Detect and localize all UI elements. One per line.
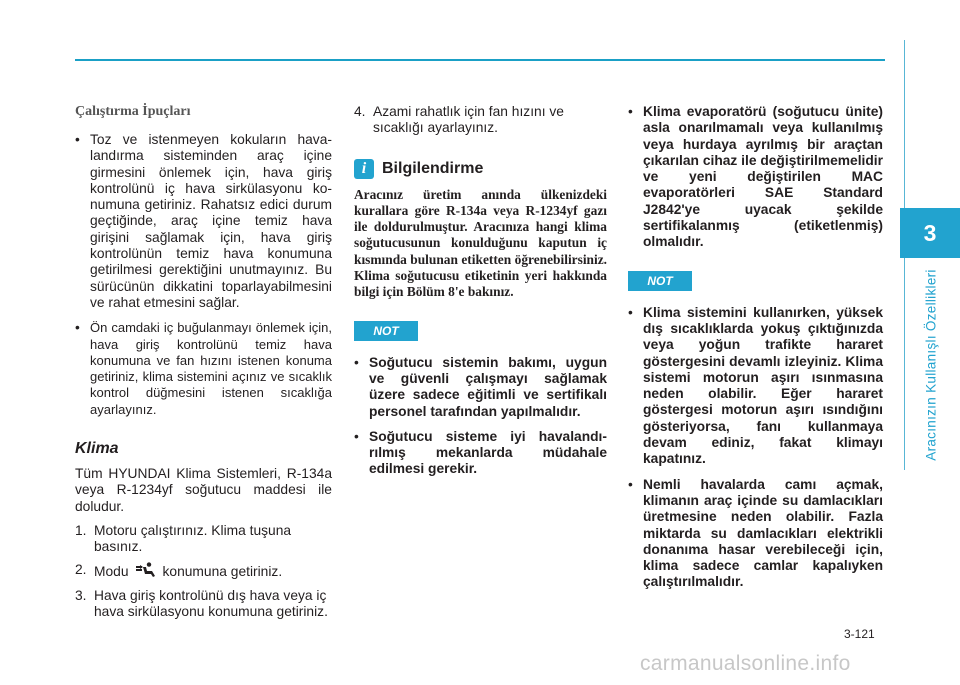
column-left xyxy=(75,104,332,626)
info-text: Aracınız üretim anında ülkenizdeki kurallara göre R-134a veya R-1234yf gazı ile doldurulmuştur. Aracınıza hangi klima soğutucusunun konulduğunu kaputun iç kısmında bulunan etiketten öğrenebilirsiniz. Klima soğutucusu etiketinin yeri hakkında bilgi için Bölüm 8'e bakınız. xyxy=(354,186,607,300)
watermark: carmanualsonline.info xyxy=(640,652,851,675)
column-middle xyxy=(354,104,607,487)
step-number: 1. xyxy=(75,522,87,538)
page-number: 3-121 xyxy=(844,627,875,641)
list-item xyxy=(75,562,332,582)
note-text: Klima sistemini kullanırken, yüksek dış sıcaklıklarda yokuş çıktığınızda veya yoğun trafikte hararet göstergesini devamlı izleyiniz. Klima sistemi motorun aşırı ısınmasına neden olabilir. Eğer hararet göstergesi motorun aşırı ısındığını gösteriyorsa, fanı kullanmaya devam ediniz, fakat klimayı kapatınız. xyxy=(643,304,883,467)
step-text: Motoru çalıştırınız. Klima tuşuna basınız. xyxy=(94,522,292,555)
bullet-marker: • xyxy=(354,354,359,370)
list-item xyxy=(75,132,332,311)
step-text: Hava giriş kontrolünü dış hava veya iç hava sirkülasyonu konumuna getiriniz. xyxy=(94,587,328,620)
step-text: Azami rahatlık için fan hızını ve sıcaklığı ayarlayınız. xyxy=(373,104,564,136)
list-item xyxy=(75,588,332,621)
info-icon: i xyxy=(354,159,374,179)
klima-heading: Klima xyxy=(75,440,119,458)
step-text-pre: Modu xyxy=(94,563,129,579)
list-item xyxy=(354,104,607,137)
header-rule xyxy=(75,59,885,61)
step-number: 4. xyxy=(354,104,366,119)
list-item xyxy=(75,320,332,418)
chapter-tab[interactable]: 3 xyxy=(900,208,960,258)
tips-heading: Çalıştırma İpuçları xyxy=(75,104,191,119)
bullet-marker: • xyxy=(628,476,633,492)
step-number: 2. xyxy=(75,561,87,577)
tip-text: Toz ve istenmeyen kokuların havalandırma sisteminden araç içine girmesini önlemek için, hava giriş kontrolünü iç hava sirkülasyonu konumuna getiriniz. Rahatsız edici durum geçtiğinde, araç içine temiz hava girişini sağlamak için, hava giriş kontrolünün temiz hava konumuna getirilmesi gerektiğini unutmayınız. Bu sürücünün dikkatini toparlayabilmesini ve rahat etmesini sağlar. xyxy=(90,132,332,310)
tip-text: Ön camdaki iç buğulanmayı önlemek için, hava giriş kontrolünü temiz hava konumuna ve fan hızını istenen konuma getiriniz, klima sistemini açınız ve sıcaklık kontrol düğmesini istenen sıcaklığa ayarlayınız. xyxy=(90,320,332,417)
list-item xyxy=(628,104,883,251)
list-item xyxy=(628,477,883,591)
bullet-marker: • xyxy=(628,104,633,119)
step-text-post: konumuna getiriniz. xyxy=(162,563,283,579)
list-item xyxy=(354,429,607,478)
bullet-marker: • xyxy=(628,304,633,320)
note-text: Soğutucu sistemin bakımı, uygun ve güvenli çalışmayı sağlamak üzere sadece eğitimli ve sertifikalı personel tarafından yapılmalıdır. xyxy=(369,354,607,419)
list-item xyxy=(75,523,332,556)
info-title: Bilgilendirme xyxy=(382,159,484,177)
note-badge: NOT xyxy=(628,271,692,291)
step-text xyxy=(94,562,332,582)
klima-intro: Tüm HYUNDAI Klima Sistemleri, R-134a veya R-1234yf soğutucu maddesi ile doludur. xyxy=(75,466,332,514)
note-badge: NOT xyxy=(354,321,418,341)
bullet-marker: • xyxy=(75,132,80,147)
seat-airflow-mode-icon xyxy=(135,562,157,582)
list-item xyxy=(628,305,883,468)
step-number: 3. xyxy=(75,587,87,603)
info-header xyxy=(354,159,607,179)
chapter-title: Aracınızın Kullanışlı Özellikleri xyxy=(923,269,939,461)
bullet-marker: • xyxy=(354,428,359,444)
note-text: Nemli havalarda camı açmak, klimanın araç içinde su damlacıkları üretmesine neden olabilir. Fazla miktarda su damlacıkları elektrikli donanıma hasar verebileceği için, klima sadece camlar kapalıyken çalıştırılmalıdır. xyxy=(643,476,883,590)
note-text: Klima evaporatörü (soğutucu ünite) asla onarılmamalı veya kullanılmış veya hurdaya ayrılmış bir araçtan çıkarılan cihaz ile değiştirilmemelidir ve yeni değiştirilen MAC evaporatörleri SAE Standard J2842'ye uyacak şekilde sertifikalanmış (etiketlenmiş) olmalıdır. xyxy=(643,104,884,250)
note-text: Soğutucu sisteme iyi havalandırılmış mekanlarda müdahale edilmesi gerekir. xyxy=(369,428,607,477)
bullet-marker: • xyxy=(75,320,80,336)
list-item xyxy=(354,355,607,420)
column-right xyxy=(628,104,883,600)
